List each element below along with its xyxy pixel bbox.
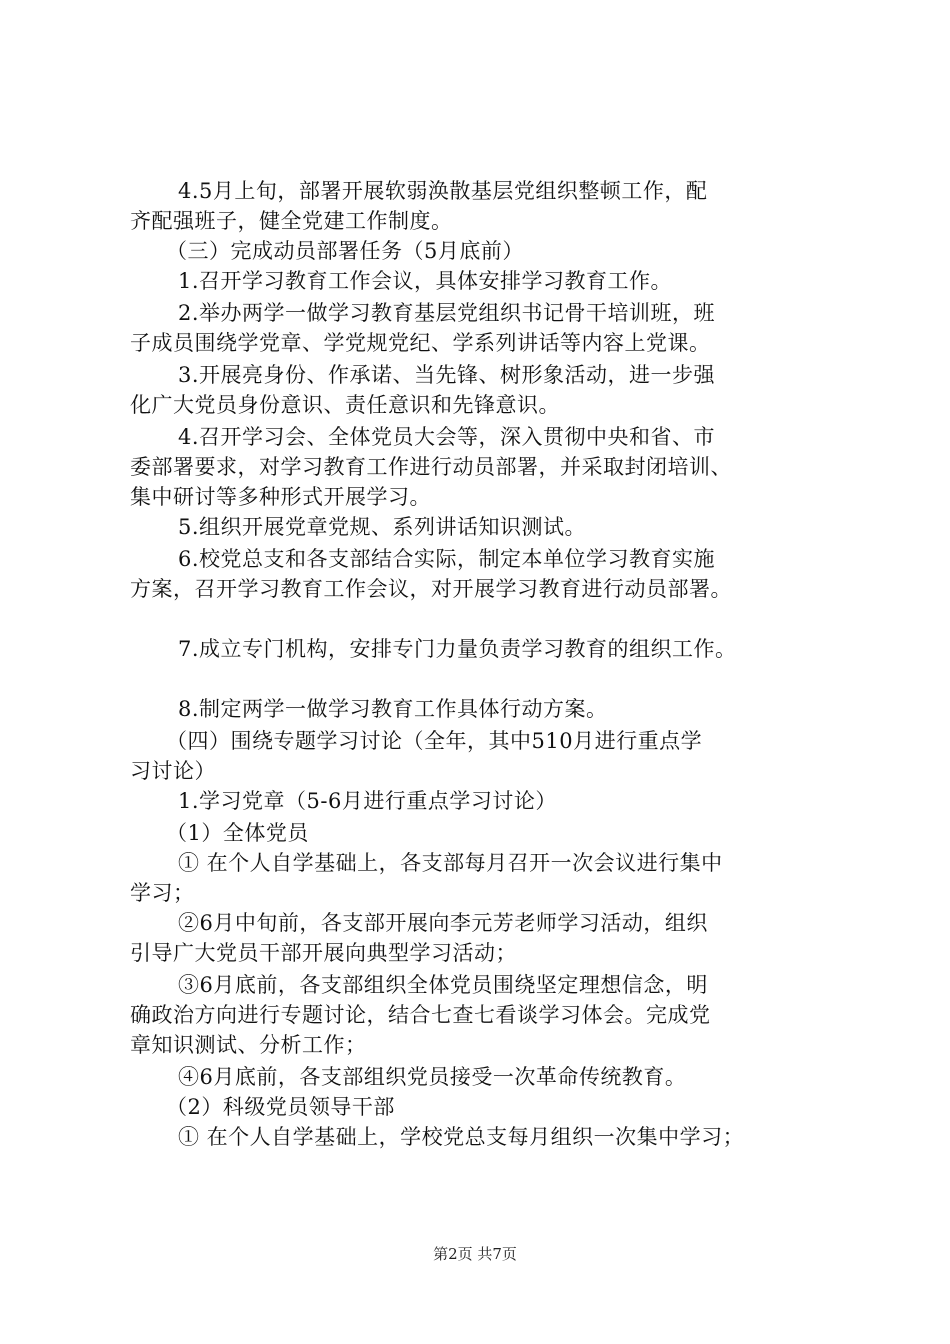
paragraph-line: 4.召开学习会、全体党员大会等，深入贯彻中央和省、市 (178, 425, 716, 449)
paragraph-line: 2.举办两学一做学习教育基层党组织书记骨干培训班，班 (178, 301, 716, 325)
paragraph-line: 8.制定两学一做学习教育工作具体行动方案。 (178, 697, 608, 721)
paragraph-line: 6.校党总支和各支部结合实际，制定本单位学习教育实施 (178, 547, 716, 571)
paragraph-line: 1.召开学习教育工作会议，具体安排学习教育工作。 (178, 269, 673, 293)
paragraph-line: 4.5月上旬，部署开展软弱涣散基层党组织整顿工作，配 (178, 179, 708, 203)
paragraph-line: 引导广大党员干部开展向典型学习活动； (130, 941, 517, 965)
section-heading: （三）完成动员部署任务（5月底前） (166, 239, 524, 263)
paragraph-line: ④6月底前，各支部组织党员接受一次革命传统教育。 (178, 1065, 687, 1089)
paragraph-line: 章知识测试、分析工作； (130, 1033, 367, 1057)
paragraph-line: 委部署要求，对学习教育工作进行动员部署，并采取封闭培训、 (130, 455, 732, 479)
paragraph-line: 7.成立专门机构，安排专门力量负责学习教育的组织工作。 (178, 637, 737, 661)
section-heading: （四）围绕专题学习讨论（全年，其中510月进行重点学 (166, 729, 703, 753)
subsection-heading: （1）全体党员 (166, 821, 309, 845)
paragraph-line: 确政治方向进行专题讨论，结合七查七看谈学习体会。完成党 (130, 1003, 711, 1027)
paragraph-line: 集中研讨等多种形式开展学习。 (130, 485, 431, 509)
paragraph-line: 习讨论） (130, 759, 216, 783)
paragraph-line: 子成员围绕学党章、学党规党纪、学系列讲话等内容上党课。 (130, 331, 711, 355)
paragraph-line: 1.学习党章（5-6月进行重点学习讨论） (178, 789, 557, 813)
page-number-footer: 第2页 共7页 (433, 1245, 517, 1263)
paragraph-line: 齐配强班子，健全党建工作制度。 (130, 209, 453, 233)
paragraph-line: 学习； (130, 881, 195, 905)
paragraph-line: ③6月底前，各支部组织全体党员围绕坚定理想信念，明 (178, 973, 708, 997)
paragraph-line: 方案，召开学习教育工作会议，对开展学习教育进行动员部署。 (130, 577, 732, 601)
subsection-heading: （2）科级党员领导干部 (166, 1095, 395, 1119)
paragraph-line: 3.开展亮身份、作承诺、当先锋、树形象活动，进一步强 (178, 363, 716, 387)
paragraph-line: ②6月中旬前，各支部开展向李元芳老师学习活动，组织 (178, 911, 708, 935)
paragraph-line: 5.组织开展党章党规、系列讲话知识测试。 (178, 515, 587, 539)
paragraph-line: ① 在个人自学基础上，学校党总支每月组织一次集中学习； (178, 1125, 745, 1149)
paragraph-line: 化广大党员身份意识、责任意识和先锋意识。 (130, 393, 560, 417)
paragraph-line: ① 在个人自学基础上，各支部每月召开一次会议进行集中 (178, 851, 723, 875)
